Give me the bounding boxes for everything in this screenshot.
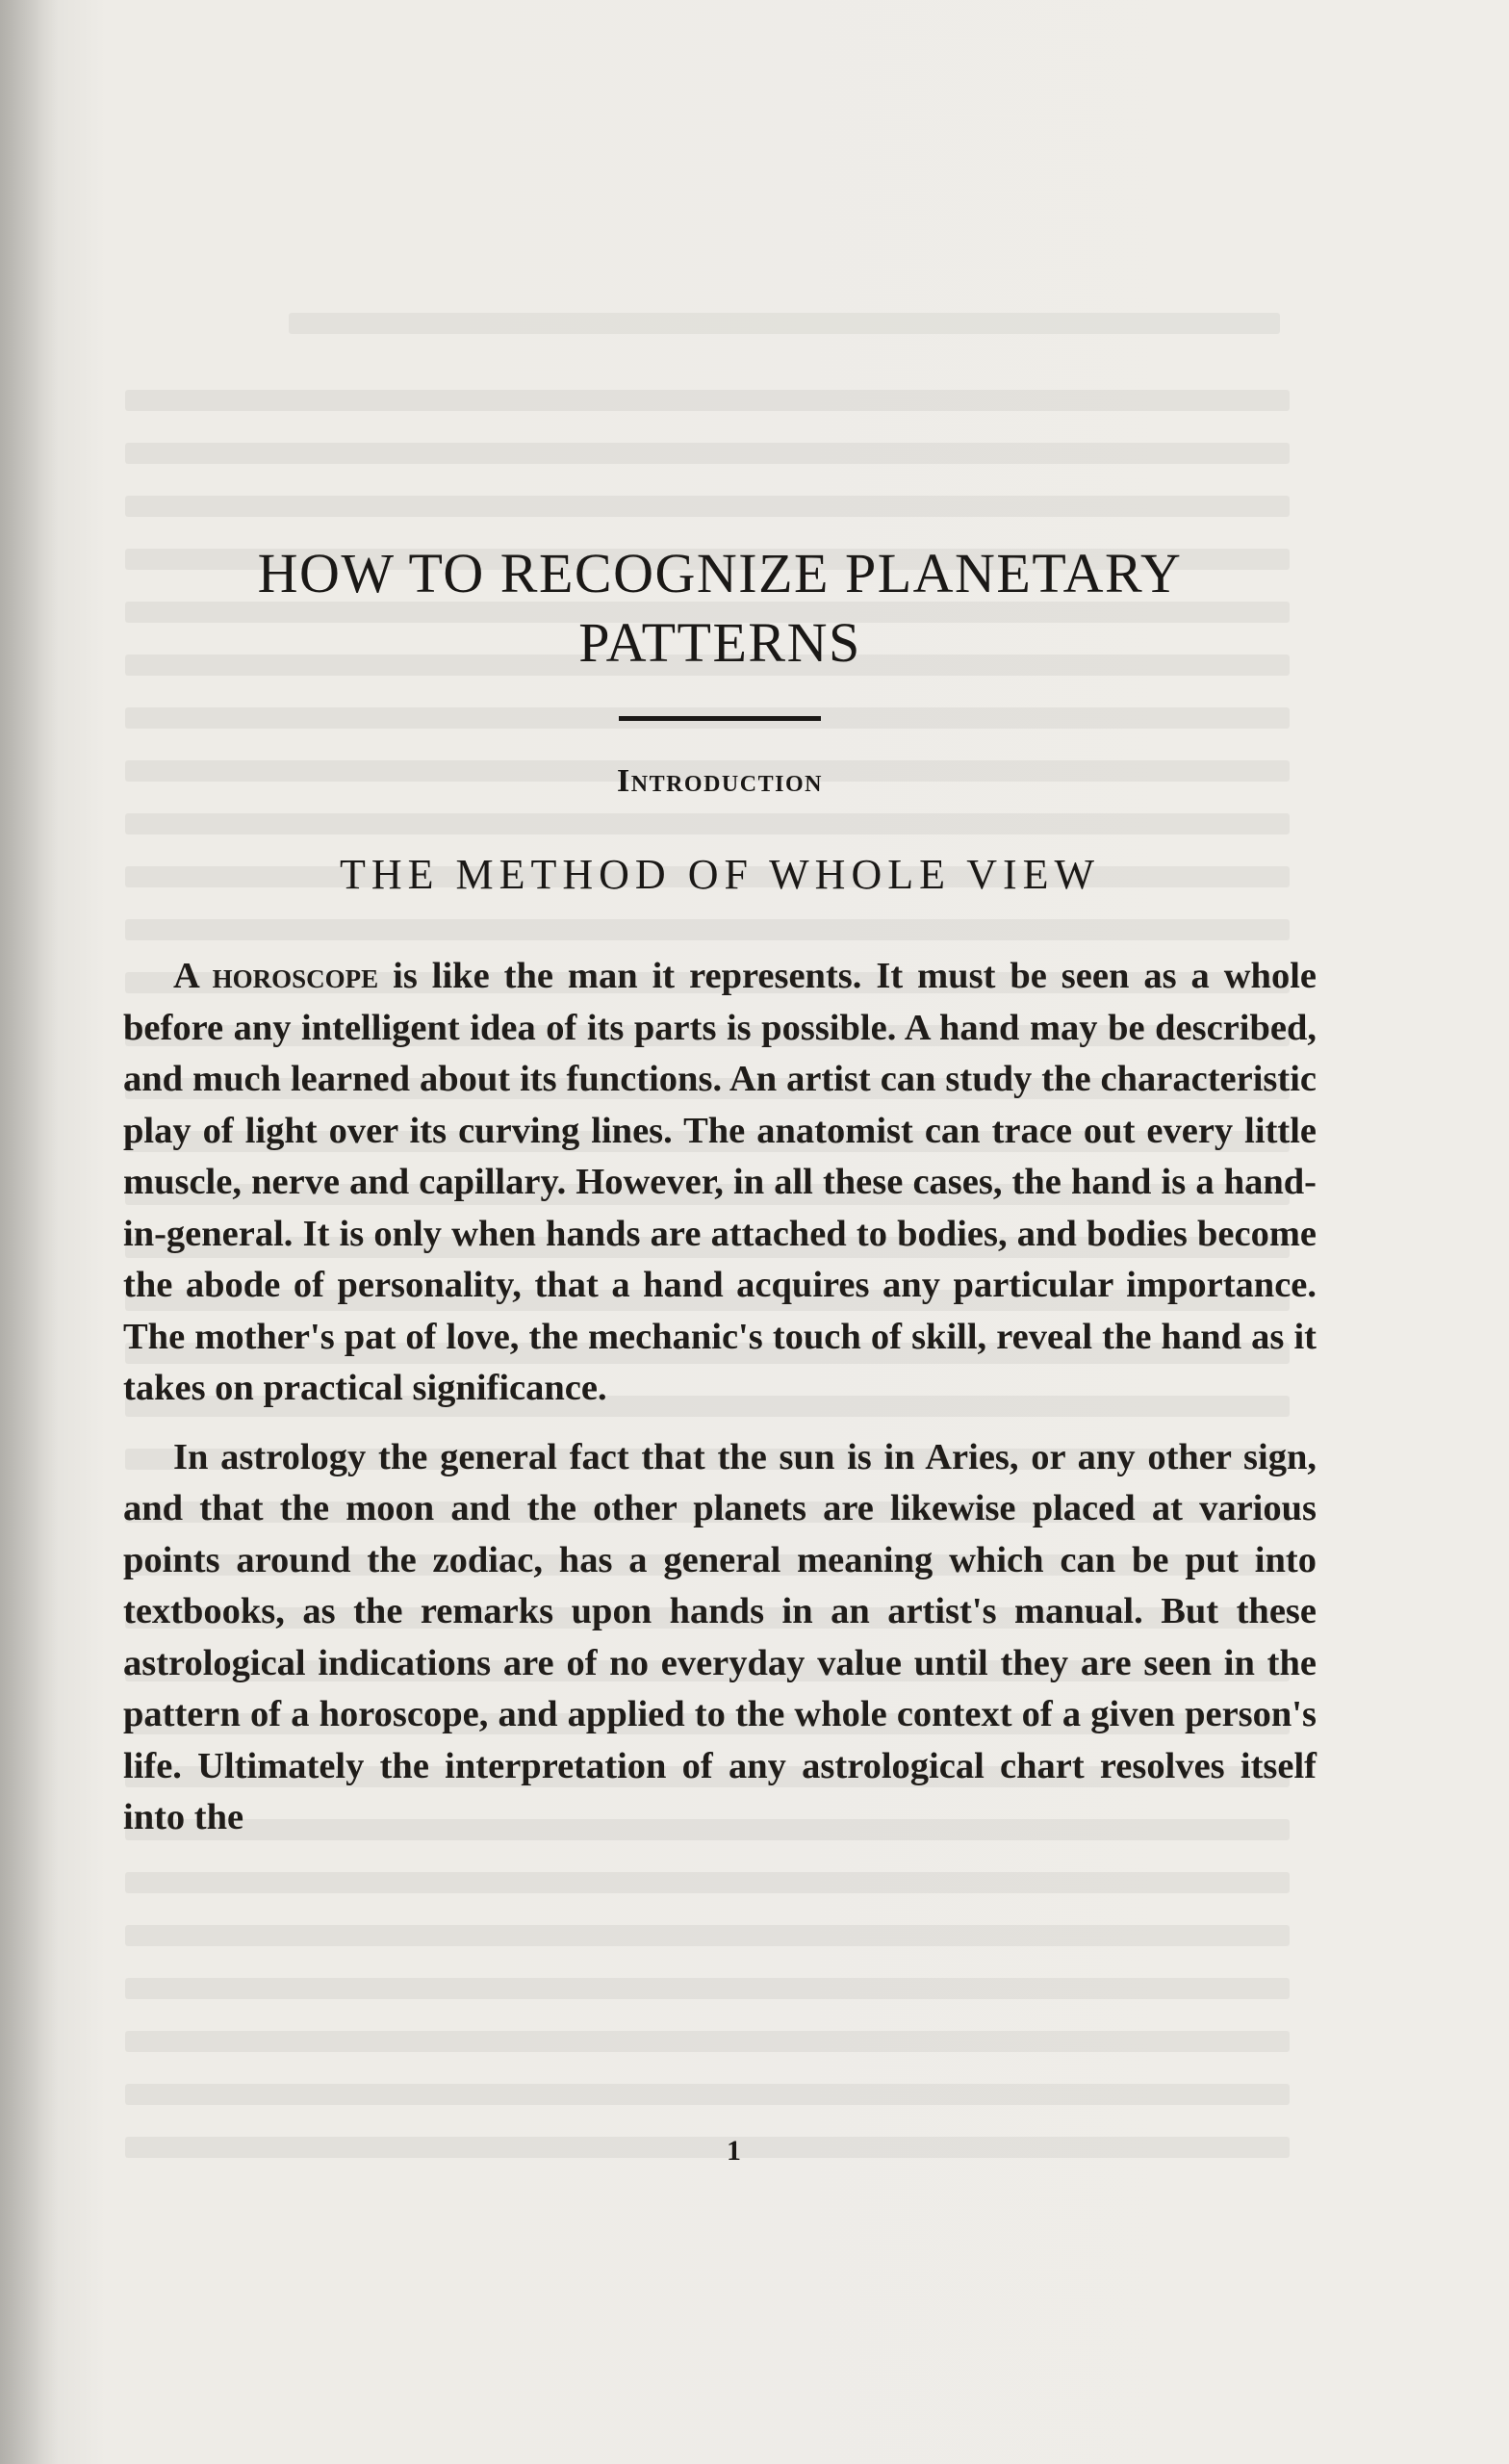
paragraph-2: In astrology the general fact that the sun is in Aries, or any other sign, and that the moon and the other planets are likewise placed at various points around the zodiac, has a general meaning which can be put into textbooks, as the remarks upon hands in an artist's manual. But these astrological indications are of no everyday value until they are seen in the pattern of a horoscope, and applied to the whole context of a given person's life. Ultimately the interpretation of any astrological chart resolves itself into the bbox=[123, 1436, 1317, 1837]
spine-shadow bbox=[0, 0, 58, 2464]
title-rule bbox=[619, 716, 821, 721]
chapter-title: HOW TO RECOGNIZE PLANETARY PATTERNS bbox=[257, 542, 1183, 674]
section-kicker: Introduction bbox=[617, 763, 823, 799]
paragraph-1 bbox=[123, 951, 1317, 1415]
section-subtitle: THE METHOD OF WHOLE VIEW bbox=[339, 851, 1101, 898]
paragraph-1-text: is like the man it represents. It must be seen as a whole before any intelligent idea of its parts is possible. A hand may be described, and much learned about its functions. An artist can study the characteristic play of light over its curving lines. The anatomist can trace out every little muscle, nerve and capillary. However, in all these cases, the hand is a hand-in-general. It is only when hands are attached to bodies, and bodies become the abode of personality, that a hand acquires any particular importance. The mother's pat of love, the mechanic's touch of skill, reveal the hand as it takes on practical significance. bbox=[123, 956, 1317, 1408]
paragraph-1-lead: A horoscope bbox=[173, 956, 379, 996]
page-number: 1 bbox=[727, 2135, 741, 2167]
page-content bbox=[123, 539, 1317, 1844]
